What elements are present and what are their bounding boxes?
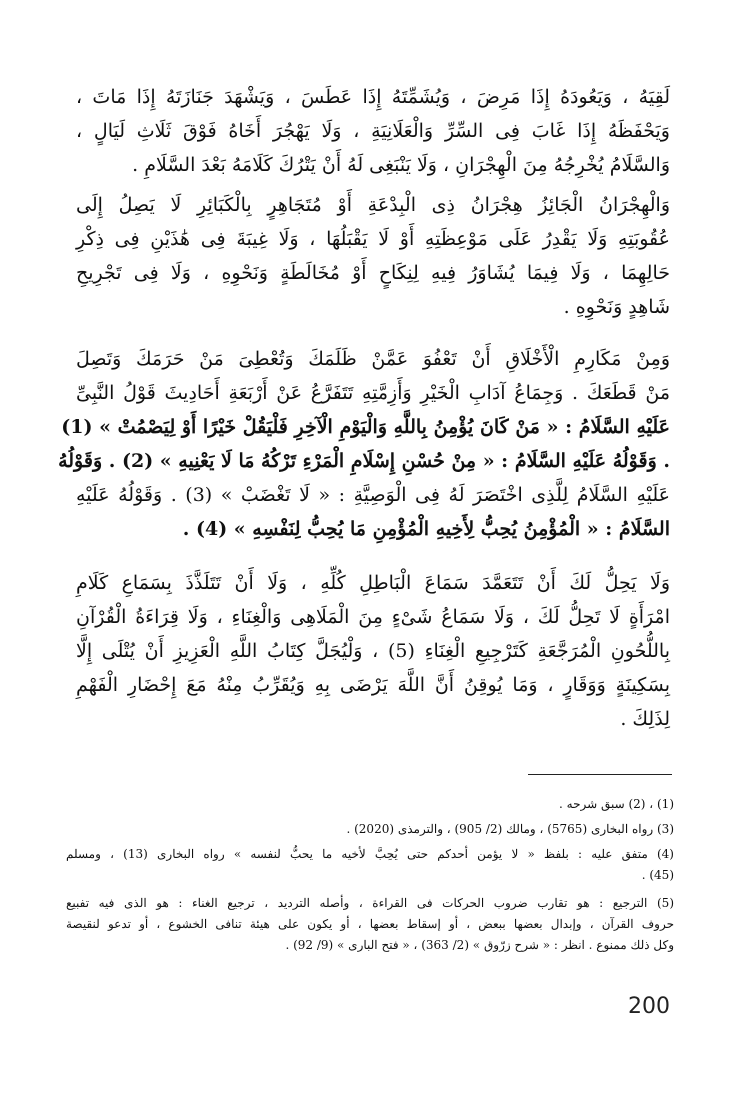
footnote-line: (3) رواه البخارى (5765) ، ومالك (2/ 905) ، والترمذى (2020) . bbox=[346, 822, 674, 836]
text-line: وَالْهِجْرَانُ الْجَائِزُ هِجْرَانُ ذِى الْبِدْعَةِ أَوْ مُتَجَاهِرٍ بِالْكَبَائِرِ لَا يَصِلُ إِلَى bbox=[76, 194, 670, 216]
paragraph-2 bbox=[76, 188, 670, 324]
footnote-line: (1) ، (2) سبق شرحه . bbox=[559, 797, 674, 811]
paragraph-1 bbox=[76, 80, 670, 182]
hadith-line: السَّلَامُ : « الْمُؤْمِنُ يُحِبُّ لِأَخِيهِ الْمُؤْمِنِ مَا يُحِبُّ لِنَفْسِهِ » (4) . bbox=[182, 518, 670, 540]
footnote-4 bbox=[66, 893, 674, 956]
text-line: بِسَكِينَةٍ وَوَقَارٍ ، وَمَا يُوقِنُ أَنَّ اللَّهَ يَرْضَى بِهِ وَيُقَرِّبُ مِنْهُ مَعَ إِحْضَارِ الْفَهْمِ bbox=[76, 674, 670, 696]
text-line: عَلَيْهِ السَّلَامُ لِلَّذِى اخْتَصَرَ لَهُ فِى الْوَصِيَّةِ : « لَا تَغْضَبْ » (3) . وَقَوْلُهُ عَلَيْهِ bbox=[76, 484, 670, 506]
page-number: 200 bbox=[628, 994, 670, 1019]
text-line: حَالِهِمَا ، وَلَا فِيمَا يُشَاوَرُ فِيهِ لِنِكَاحٍ أَوْ مُخَالَطَةٍ وَنَحْوِهِ ، وَلَا فِى تَجْرِيحِ bbox=[76, 262, 670, 284]
text-line: وَمِنْ مَكَارِمِ الْأَخْلَاقِ أَنْ تَعْفُوَ عَمَّنْ ظَلَمَكَ وَتُعْطِىَ مَنْ حَرَمَكَ وَتَصِلَ bbox=[76, 348, 670, 370]
text-line: بِاللُّحُونِ الْمُرَجَّعَةِ كَتَرْجِيعِ الْغِنَاءِ (5) ، وَلْيُجَلَّ كِتَابُ اللَّهِ الْعَزِيزِ أَنْ يُتْلَى إِلَّا bbox=[76, 640, 670, 662]
text-line: لَقِيَهُ ، وَيَعُودَهُ إِذَا مَرِضَ ، وَيُشَمِّتَهُ إِذَا عَطَسَ ، وَيَشْهَدَ جَنَازَتَهُ إِذَا مَاتَ ، bbox=[76, 86, 670, 108]
text-line: مَنْ قَطَعَكَ . وَجِمَاعُ آدَابِ الْخَيْرِ وَأَزِمَّتِهِ تَتَفَرَّعُ عَنْ أَرْبَعَةِ أَحَادِيثَ قَوْلُ النَّبِىِّ bbox=[76, 382, 670, 404]
footnote-separator bbox=[528, 774, 672, 775]
text-line: عُقُوبَتِهِ وَلَا يَقْدِرُ عَلَى مَوْعِظَتِهِ أَوْ لَا يَقْبَلُهَا ، وَلَا غِيبَةَ فِى هَٰذَيْنِ فِى ذِكْرِ bbox=[76, 228, 670, 250]
text-line: وَالسَّلَامُ يُخْرِجُهُ مِنَ الْهِجْرَانِ ، وَلَا يَنْبَغِى لَهُ أَنْ يَتْرُكَ كَلَامَهُ بَعْدَ السَّلَامِ . bbox=[132, 154, 670, 176]
text-line: لِذَلِكَ . bbox=[620, 708, 670, 730]
footnote-line: حروف القرآن ، وإبدال بعضها ببعض ، أو إسقاط بعضها ، أو يكون على هيئة تنافى الخشوع ، أو تدعو لنقيصة bbox=[66, 917, 674, 931]
footnote-1 bbox=[66, 794, 674, 815]
footnote-3 bbox=[66, 844, 674, 886]
paragraph-3 bbox=[58, 342, 670, 546]
footnote-line: (5) الترجيع : هو تقارب ضروب الحركات فى القراءة ، وأصله الترديد ، ترجيع الغناء : هو الذى فيه تفبيع bbox=[66, 896, 674, 910]
footnote-line: (45) . bbox=[641, 868, 674, 882]
text-line: شَاهِدٍ وَنَحْوِهِ . bbox=[563, 296, 670, 318]
hadith-line: . وَقَوْلُهُ عَلَيْهِ السَّلَامُ : « مِنْ حُسْنِ إِسْلَامِ الْمَرْءِ تَرْكُهُ مَا لَا يَعْنِيهِ » (2) . وَقَوْلُهُ bbox=[58, 450, 670, 472]
text-line: وَيَحْفَظَهُ إِذَا غَابَ فِى السِّرِّ وَالْعَلَانِيَةِ ، وَلَا يَهْجُرَ أَخَاهُ فَوْقَ ثَلَاثِ لَيَالٍ ، bbox=[76, 120, 670, 142]
paragraph-4 bbox=[76, 566, 670, 736]
text-line: امْرَأَةٍ لَا تَحِلُّ لَكَ ، وَلَا سَمَاعُ شَىْءٍ مِنَ الْمَلَاهِى وَالْغِنَاءِ ، وَلَا قِرَاءَةُ الْقُرْآنِ bbox=[76, 606, 670, 628]
footnote-2 bbox=[66, 819, 674, 840]
text-line: وَلَا يَحِلُّ لَكَ أَنْ تَتَعَمَّدَ سَمَاعَ الْبَاطِلِ كُلِّهِ ، وَلَا أَنْ تَتَلَذَّذَ بِسَمَاعِ كَلَامِ bbox=[76, 572, 670, 594]
footnote-line: وكل ذلك ممنوع . انظر : « شرح زرّوق » (2/ 363) ، « فتح البارى » (9/ 92) . bbox=[285, 938, 674, 952]
footnote-line: (4) متفق عليه : بلفظ « لا يؤمن أحدكم حتى يُحِبَّ لأخيه ما يحبُّ لنفسه » رواه البخارى (13) ، ومسلم bbox=[66, 847, 674, 861]
hadith-line: عَلَيْهِ السَّلَامُ : « مَنْ كَانَ يُؤْمِنُ بِاللَّهِ وَالْيَوْمِ الْآخِرِ فَلْيَقُلْ خَيْرًا أَوْ لِيَصْمُتْ » (1) bbox=[61, 416, 670, 438]
